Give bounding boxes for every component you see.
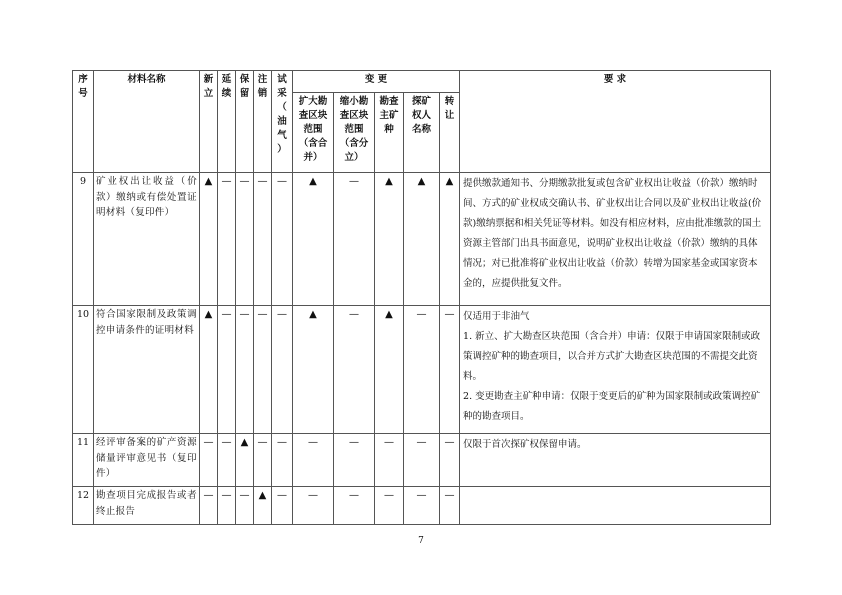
- header-row-1: [73, 71, 771, 93]
- mark-mineral: ▲: [375, 173, 404, 306]
- header-holder: 探矿 权人 名称: [404, 93, 440, 173]
- mark-mineral: —: [375, 487, 404, 525]
- header-material-name: 材料名称: [94, 71, 200, 173]
- header-transfer: 转 让: [440, 93, 460, 173]
- page-number: 7: [418, 536, 424, 546]
- mark-new: ▲: [200, 306, 218, 434]
- mark-transfer: —: [440, 306, 460, 434]
- row-seq: 10: [73, 306, 94, 434]
- mark-transfer: —: [440, 487, 460, 525]
- mark-shrink: —: [334, 173, 375, 306]
- row-requirement: [460, 434, 771, 487]
- header-mineral: 勘查 主矿 种: [375, 93, 404, 173]
- mark-trial: —: [272, 487, 293, 525]
- row-material-name: 经评审备案的矿产资源储量评审意见书（复印件）: [94, 434, 200, 487]
- mark-extend: —: [218, 306, 236, 434]
- mark-expand: ▲: [293, 306, 334, 434]
- mark-shrink: —: [334, 487, 375, 525]
- header-shrink: 缩小勘 查区块 范围 （含分 立）: [334, 93, 375, 173]
- mark-extend: —: [218, 434, 236, 487]
- materials-table: [72, 70, 771, 525]
- row-material-name: 矿业权出让收益（价款）缴纳或有偿处置证明材料（复印件）: [94, 173, 200, 306]
- row-requirement: [460, 487, 771, 525]
- mark-new: —: [200, 487, 218, 525]
- mark-retain: —: [236, 487, 254, 525]
- mark-transfer: —: [440, 434, 460, 487]
- mark-mineral: —: [375, 434, 404, 487]
- mark-trial: —: [272, 434, 293, 487]
- mark-extend: —: [218, 173, 236, 306]
- row-material-name: 勘查项目完成报告或者终止报告: [94, 487, 200, 525]
- header-trial: 试 采 （ 油 气 ）: [272, 71, 293, 173]
- mark-retain: —: [236, 306, 254, 434]
- row-seq: 11: [73, 434, 94, 487]
- header-extend: 延 续: [218, 71, 236, 173]
- header-change-group: 变 更: [293, 71, 460, 93]
- mark-cancel: —: [254, 173, 272, 306]
- row-requirement: [460, 173, 771, 306]
- requirement-text: 仅适用于非油气: [463, 311, 530, 322]
- mark-holder: —: [404, 434, 440, 487]
- header-seq: 序 号: [73, 71, 94, 173]
- mark-shrink: —: [334, 434, 375, 487]
- header-requirement: 要 求: [460, 71, 771, 173]
- mark-holder: —: [404, 306, 440, 434]
- mark-expand: —: [293, 487, 334, 525]
- mark-shrink: —: [334, 306, 375, 434]
- table-row: [73, 306, 771, 434]
- table-row: [73, 173, 771, 306]
- mark-holder: —: [404, 487, 440, 525]
- header-new: 新 立: [200, 71, 218, 173]
- requirement-text: 提供缴款通知书、分期缴款批复或包含矿业权出让收益（价款）缴纳时间、方式的矿业权成交确认书、矿业权出让合同以及矿业权出让收益(价款)缴纳票据和相关凭证等材料。如没有相应材料，应由批准缴款的国土资源主管部门出具书面意见，说明矿业权出让收益（价款）缴纳的具体情况；对已批准将矿业权出让收益（价款）转增为国家基金或国家资本金的，应提供批复文件。: [463, 178, 762, 289]
- mark-retain: ▲: [236, 434, 254, 487]
- mark-cancel: —: [254, 306, 272, 434]
- mark-transfer: ▲: [440, 173, 460, 306]
- mark-mineral: ▲: [375, 306, 404, 434]
- row-seq: 9: [73, 173, 94, 306]
- row-material-name: 符合国家限制及政策调控申请条件的证明材料: [94, 306, 200, 434]
- requirement-text: 2. 变更勘查主矿种申请：仅限于变更后的矿种为国家限制或政策调控矿种的勘查项目。: [463, 391, 761, 422]
- table-row: [73, 434, 771, 487]
- requirement-text: 仅限于首次探矿权保留申请。: [463, 439, 587, 450]
- mark-trial: —: [272, 173, 293, 306]
- mark-retain: —: [236, 173, 254, 306]
- header-retain: 保 留: [236, 71, 254, 173]
- header-expand: 扩大勘 查区块 范围 （含合 并）: [293, 93, 334, 173]
- table-row: [73, 487, 771, 525]
- header-cancel: 注 销: [254, 71, 272, 173]
- mark-trial: —: [272, 306, 293, 434]
- row-requirement: [460, 306, 771, 434]
- mark-extend: —: [218, 487, 236, 525]
- requirement-text: 1. 新立、扩大勘查区块范围（含合并）申请：仅限于申请国家限制或政策调控矿种的勘查项目，以合并方式扩大勘查区块范围的不需提交此资料。: [463, 331, 761, 382]
- mark-cancel: ▲: [254, 487, 272, 525]
- mark-cancel: —: [254, 434, 272, 487]
- mark-expand: —: [293, 434, 334, 487]
- row-seq: 12: [73, 487, 94, 525]
- mark-new: —: [200, 434, 218, 487]
- mark-holder: ▲: [404, 173, 440, 306]
- mark-new: ▲: [200, 173, 218, 306]
- mark-expand: ▲: [293, 173, 334, 306]
